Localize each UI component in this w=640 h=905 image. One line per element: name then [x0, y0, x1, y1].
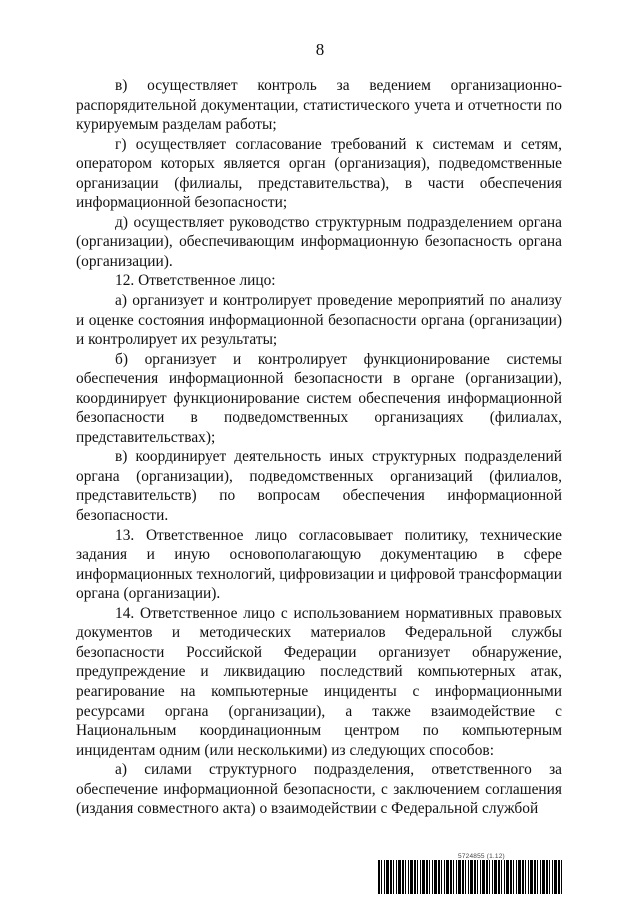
paragraph-6: б) организует и контролирует функционирование системы обеспечения информационной безопасности в органе (организации), координирует функционирование систем обеспечения информационной безопасности в подведомственных организациях (филиалах, представительствах); — [76, 350, 562, 446]
document-body — [76, 76, 562, 819]
paragraph-8: 13. Ответственное лицо согласовывает политику, технические задания и иную основополагающую документацию в сфере информационных технологий, цифровизации и цифровой трансформации органа (организации). — [76, 526, 562, 603]
document-code: 5724855 (1.12) — [458, 853, 505, 860]
paragraph-5: а) организует и контролирует проведение мероприятий по анализу и оценке состояния информационной безопасности органа (организации) и контролирует их результаты; — [76, 292, 562, 349]
page-number: 8 — [315, 40, 325, 59]
paragraph-3: д) осуществляет руководство структурным подразделением органа (организации), обеспечивающим информационную безопасность органа (организации). — [76, 213, 562, 270]
paragraph-2: г) осуществляет согласование требований к системам и сетям, оператором которых является орган (организация), подведомственные организации (филиалы, представительства), в части обеспечения информационной безопасности; — [76, 135, 562, 212]
barcode-icon — [378, 860, 564, 894]
paragraph-10: а) силами структурного подразделения, ответственного за обеспечение информационной безопасности, с заключением соглашения (издания совместного акта) о взаимодействии с Федеральной службой — [76, 761, 562, 818]
paragraph-4: 12. Ответственное лицо: — [115, 272, 276, 290]
paragraph-7: в) координирует деятельность иных структурных подразделений органа (организации), подведомственных организаций (филиалов, представительств) по вопросам обеспечения информационной безопасности. — [76, 448, 562, 525]
paragraph-9: 14. Ответственное лицо с использованием нормативных правовых документов и методических материалов Федеральной службы безопасности Российской Федерации организует обнаружение, предупреждение и ликвидацию последствий компьютерных атак, реагирование на компьютерные инциденты с информационными ресурсами органа (организации), а также взаимодействие с Национальным координационным центром по компьютерным инцидентам одним (или несколькими) из следующих способов: — [76, 604, 562, 759]
paragraph-1: в) осуществляет контроль за ведением организационно-распорядительной документации, статистического учета и отчетности по курируемым разделам работы; — [76, 77, 562, 134]
